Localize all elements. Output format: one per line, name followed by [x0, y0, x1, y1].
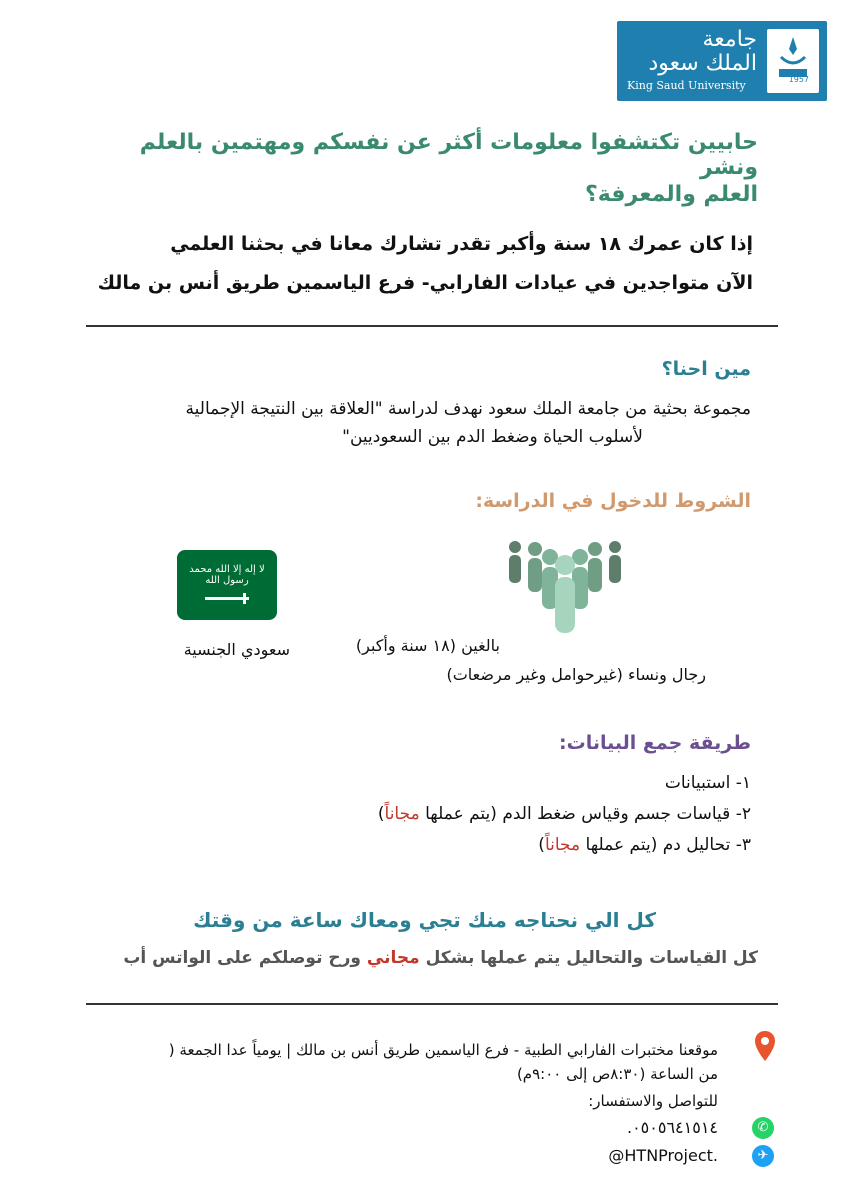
method-item-2-free: مجاناً: [384, 804, 420, 824]
method-item-3-close: ): [538, 835, 545, 855]
adults-line2: رجال ونساء (غيرحوامل وغير مرضعات): [446, 665, 706, 684]
location-line2: من الساعة (٨:٣٠ص إلى ٩:٠٠م): [516, 1065, 718, 1083]
callout-line2-b: ورح توصلكم على الواتس أب: [123, 948, 367, 968]
adults-line1: بالغين (١٨ سنة وأكبر): [355, 636, 500, 655]
callout-line2: [78, 948, 758, 968]
intro-line1: إذا كان عمرك ١٨ سنة وأكبر تقدر تشارك معانا في بحثنا العلمي: [170, 233, 753, 255]
logo-year: 1957: [788, 75, 809, 84]
method-item-1: [71, 768, 751, 799]
callout-line2-a: كل القياسات والتحاليل يتم عملها بشكل: [419, 948, 758, 968]
ksu-logo: [617, 21, 827, 101]
method-item-3-text: ٣- تحاليل دم (يتم عملها: [580, 835, 751, 855]
method-item-1-text: ١- استبيانات: [664, 773, 751, 793]
logo-arabic-top: جامعة: [702, 27, 757, 52]
method-item-2-close: ): [377, 804, 385, 824]
logo-english: King Saud University: [627, 79, 746, 92]
contact-label: للتواصل والاستفسار:: [588, 1092, 718, 1110]
phone-number[interactable]: ٠٥٠٥٦٤١٥١٤.: [626, 1118, 718, 1137]
flag-sword-hilt: [243, 593, 246, 604]
who-text-2: لأسلوب الحياة وضغط الدم بين السعوديين": [342, 427, 643, 447]
callout-line1: كل الي نحتاجه منك تجي ومعاك ساعة من وقتك: [193, 908, 656, 932]
method-heading: طريقة جمع البيانات:: [559, 732, 751, 754]
flag-shahada: لا إله إلا الله محمد رسول الله: [189, 564, 265, 586]
location-line1: موقعنا مختبرات الفارابي الطبية - فرع الياسمين طريق أنس بن مالك | يومياً عدا الجمعة (: [168, 1041, 718, 1059]
method-item-3-free: مجاناً: [544, 835, 581, 855]
twitter-handle[interactable]: @HTNProject.: [608, 1146, 718, 1165]
who-text-1: مجموعة بحثية من جامعة الملك سعود نهدف لدراسة "العلاقة بين النتيجة الإجمالية: [185, 399, 751, 419]
who-heading: مين احنا؟: [661, 358, 751, 380]
nationality: سعودي الجنسية: [183, 640, 290, 659]
whatsapp-icon: ✆: [752, 1117, 774, 1139]
method-item-3: [71, 830, 751, 861]
method-item-2-text: ٢- قياسات جسم وقياس ضغط الدم (يتم عملها: [419, 804, 751, 824]
intro-line2: الآن متواجدين في عيادات الفارابي- فرع الياسمين طريق أنس بن مالك: [97, 272, 753, 294]
location-pin-icon: [754, 1030, 776, 1062]
headline-line2: العلم والمعرفة؟: [585, 182, 758, 207]
saudi-flag-icon: [177, 550, 277, 620]
twitter-icon: ✈: [752, 1145, 774, 1167]
headline-line1: حابيين تكتشفوا معلومات أكثر عن نفسكم ومهتمين بالعلم ونشر: [139, 130, 758, 180]
method-item-2: [71, 799, 751, 830]
logo-arabic-bottom: الملك سعود: [648, 51, 757, 76]
callout-free: مجاني: [366, 948, 420, 968]
divider-top: [86, 325, 778, 327]
people-group-icon: [505, 535, 625, 635]
divider-bottom: [86, 1003, 778, 1005]
conditions-heading: الشروط للدخول في الدراسة:: [475, 490, 751, 512]
